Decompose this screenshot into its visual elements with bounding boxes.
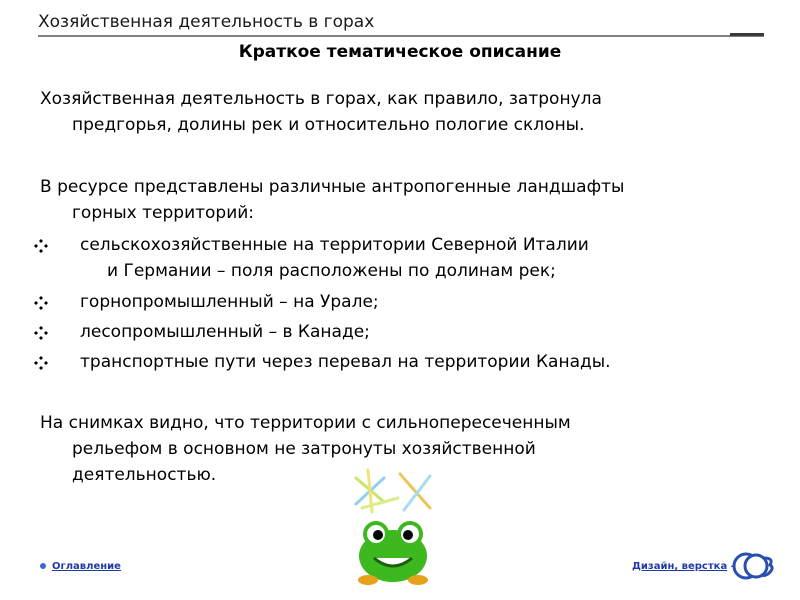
paragraph-intro [40, 86, 772, 138]
diamond-bullet-icon [34, 296, 48, 310]
list-item-text: лесопромышленный – в Канаде; [80, 322, 370, 342]
list-item [34, 349, 754, 375]
paragraph-closing-line1: На снимках видно, что территории с сильнопересеченным [40, 413, 571, 433]
slide-header-title: Хозяйственная деятельность в горах [38, 12, 375, 32]
list-item [34, 319, 754, 345]
list-item-text [80, 232, 730, 284]
list-item [34, 232, 754, 284]
list-item-line2: и Германии – поля расположены по долинам рек; [107, 261, 556, 281]
paragraph-closing-line3: деятельностью. [72, 465, 217, 485]
header-divider [38, 35, 764, 37]
contents-link[interactable]: Оглавление [52, 561, 121, 572]
paragraph-intro-line1: Хозяйственная деятельность в горах, как правило, затронула [40, 89, 602, 109]
design-link[interactable]: Дизайн, верстка [632, 561, 728, 572]
header-divider-accent [730, 33, 764, 36]
diamond-bullet-icon [34, 356, 48, 370]
design-suffix: - [730, 561, 735, 572]
paragraph-closing-line2: рельефом в основном не затронуты хозяйственной [72, 439, 536, 459]
diamond-bullet-icon [34, 326, 48, 340]
contents-link-wrapper [40, 561, 121, 572]
paragraph-resource-line2: горных территорий: [72, 203, 255, 223]
paragraph-intro-line2: предгорья, долины рек и относительно пологие склоны. [72, 115, 585, 135]
list-item-line1: сельскохозяйственные на территории Северной Италии [80, 235, 589, 255]
design-credit [632, 561, 735, 572]
paragraph-resource-line1: В ресурсе представлены различные антропогенные ландшафты [40, 177, 625, 197]
paragraph-resource [40, 174, 772, 226]
list-item-text: горнопромышленный – на Урале; [80, 292, 379, 312]
slide-subtitle: Краткое тематическое описание [238, 42, 562, 62]
list-item-text: транспортные пути через перевал на территории Канады. [80, 352, 611, 372]
diamond-bullet-icon [34, 239, 48, 253]
oz-logo-icon [732, 552, 776, 580]
frog-mascot-icon [338, 468, 448, 586]
list-item [34, 289, 754, 315]
bullet-dot-icon [40, 563, 46, 569]
